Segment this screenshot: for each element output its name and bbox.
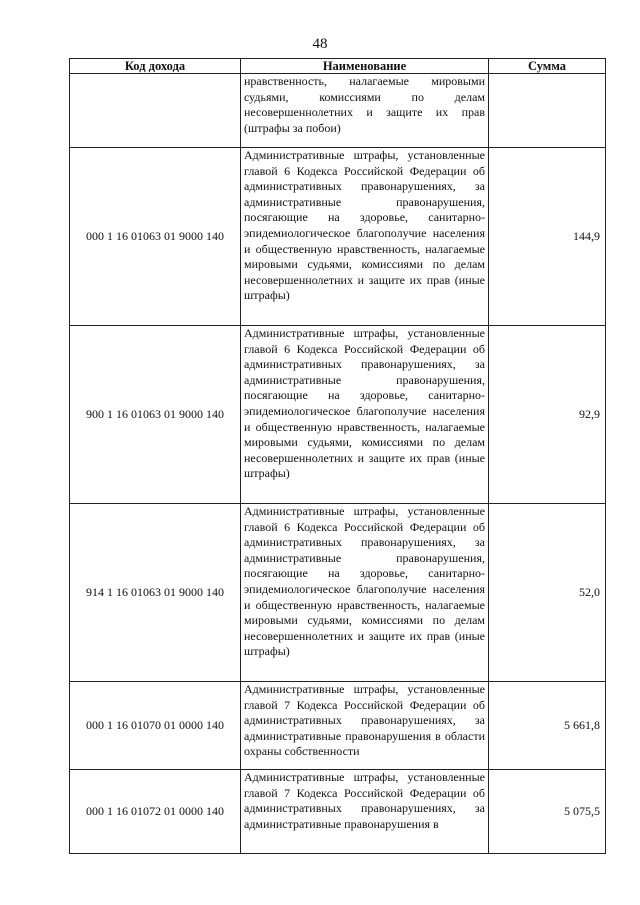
table-row	[70, 148, 606, 326]
revenue-name-text: Административные штрафы, установленные главой 7 Кодекса Российской Федерации об административных правонарушениях, за административные правонарушения в области охраны собственности	[244, 682, 485, 759]
header-sum: Сумма	[489, 59, 606, 74]
table-row	[70, 326, 606, 504]
revenue-code: 000 1 16 01063 01 9000 140	[70, 148, 241, 326]
table-row	[70, 74, 606, 148]
header-name: Наименование	[241, 59, 489, 74]
revenue-name	[241, 682, 489, 770]
revenue-sum: 52,0	[489, 504, 606, 682]
revenue-sum: 92,9	[489, 326, 606, 504]
revenue-code: 914 1 16 01063 01 9000 140	[70, 504, 241, 682]
table-row	[70, 504, 606, 682]
table-header-row	[70, 59, 606, 74]
revenue-code: 000 1 16 01072 01 0000 140	[70, 770, 241, 854]
revenue-name-text: нравственность, налагаемые мировыми судьями, комиссиями по делам несовершеннолетних и защите их прав (штрафы за побои)	[244, 74, 485, 135]
revenue-name	[241, 770, 489, 854]
table-row	[70, 682, 606, 770]
revenue-name	[241, 326, 489, 504]
revenue-sum	[489, 74, 606, 148]
revenue-code	[70, 74, 241, 148]
revenue-sum: 5 075,5	[489, 770, 606, 854]
revenue-name	[241, 74, 489, 148]
table-row	[70, 770, 606, 854]
revenue-name-text: Административные штрафы, установленные главой 6 Кодекса Российской Федерации об административных правонарушениях, за административные правонарушения, посягающие на здоровье, санитарно-эпидемиологическое благополучие населения и общественную нравственность, налагаемые мировыми судьями, комиссиями по делам несовершеннолетних и защите их прав (иные штрафы)	[244, 504, 485, 659]
revenue-sum: 144,9	[489, 148, 606, 326]
revenue-sum: 5 661,8	[489, 682, 606, 770]
revenue-code: 000 1 16 01070 01 0000 140	[70, 682, 241, 770]
revenue-name	[241, 504, 489, 682]
page-number: 48	[312, 36, 328, 52]
revenue-name-text: Административные штрафы, установленные главой 6 Кодекса Российской Федерации об административных правонарушениях, за административные правонарушения, посягающие на здоровье, санитарно-эпидемиологическое благополучие населения и общественную нравственность, налагаемые мировыми судьями, комиссиями по делам несовершеннолетних и защите их прав (иные штрафы)	[244, 148, 485, 303]
revenue-code: 900 1 16 01063 01 9000 140	[70, 326, 241, 504]
revenue-name	[241, 148, 489, 326]
revenue-name-text: Административные штрафы, установленные главой 7 Кодекса Российской Федерации об административных правонарушениях, за административные правонарушения в	[244, 770, 485, 831]
header-code: Код дохода	[70, 59, 241, 74]
revenue-name-text: Административные штрафы, установленные главой 6 Кодекса Российской Федерации об административных правонарушениях, за административные правонарушения, посягающие на здоровье, санитарно-эпидемиологическое благополучие населения и общественную нравственность, налагаемые мировыми судьями, комиссиями по делам несовершеннолетних и защите их прав (иные штрафы)	[244, 326, 485, 481]
revenue-table	[69, 58, 606, 854]
